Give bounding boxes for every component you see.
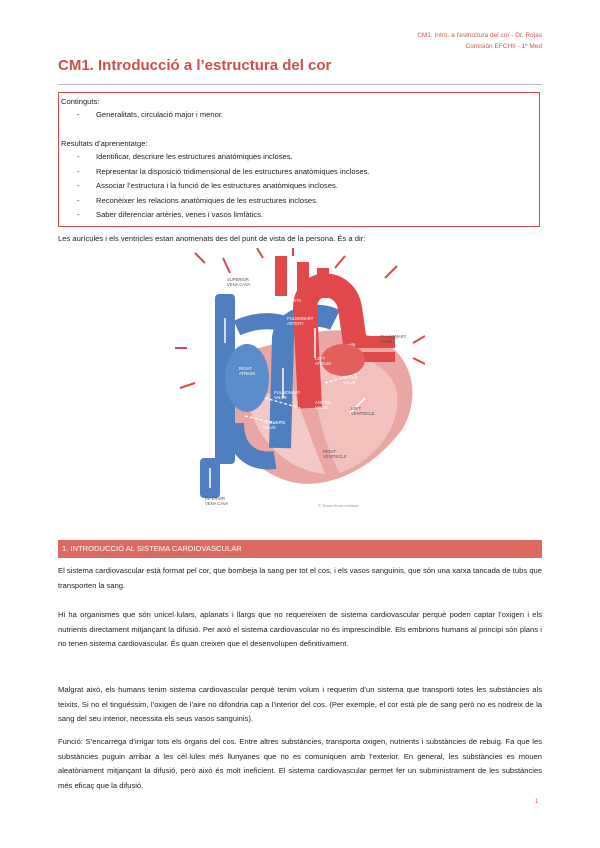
list-item xyxy=(77,150,370,165)
svg-text:VENTRICLE xyxy=(351,411,375,416)
label-text: RIGHT xyxy=(239,366,253,371)
list-dash: - xyxy=(77,195,80,205)
list-dash: - xyxy=(77,110,80,119)
label-text: MITRAL xyxy=(343,375,359,380)
list-dash: - xyxy=(77,166,80,176)
label-text: AORTA xyxy=(287,298,302,303)
list-item-text: Generalitats, circulació major i menor. xyxy=(96,110,224,119)
intro-text: Les aurícules i els ventricles estan anomenats des del punt de vista de la persona. És a dir: xyxy=(58,234,366,243)
svg-text:ATRIUM xyxy=(239,371,255,376)
results-list xyxy=(77,150,370,223)
heart-illustration xyxy=(175,248,425,510)
label-text: TRICUSPID xyxy=(263,420,286,425)
svg-text:VALVE xyxy=(343,380,356,385)
label-text: SUPERIOR xyxy=(227,277,249,282)
svg-text:ARTERY xyxy=(287,321,304,326)
contents-heading: Continguts: xyxy=(61,97,100,106)
superior-vena-cava-label xyxy=(227,277,250,287)
flow-arrow xyxy=(385,266,397,278)
label-text: VENTRICLE xyxy=(351,411,375,416)
label-text: VENA CAVA xyxy=(205,501,229,506)
label-text: VALVE xyxy=(274,395,287,400)
aortic-branch xyxy=(317,268,329,298)
svg-text:VALVE xyxy=(263,425,276,430)
flow-arrow xyxy=(223,258,230,273)
list-item xyxy=(77,194,370,209)
list-item-text: Reconèixer les relacions anatòmiques de les estructures incloses. xyxy=(96,195,319,205)
label-text: AORTIC xyxy=(315,400,331,405)
section-heading: 1. INTRODUCCIÓ AL SISTEMA CARDIOVASCULAR xyxy=(58,540,542,558)
svg-text:VENA CAVA xyxy=(205,501,228,506)
aortic-branch xyxy=(275,256,287,296)
svg-text:ATRIUM xyxy=(315,361,331,366)
list-item xyxy=(77,208,370,223)
left-atrium-chamber xyxy=(321,344,365,376)
label-text: LEFT xyxy=(351,406,362,411)
objectives-box xyxy=(58,92,540,227)
svg-text:VENA CAVA xyxy=(227,282,250,287)
label-text: ATRIUM xyxy=(315,361,331,366)
flow-arrow xyxy=(413,358,425,364)
paragraph: Hi ha organismes que són unicel·lulars, aplanats i llargs que no requereixen de sistema cardiovascular perquè poden captar l’oxigen i els nutrients directament mitjançant la difusió. Per això el sistema cardiovascular no és imprescindible. Els embrions humans al principi són plans i no tenen sistema cardiovascular. És quan creixen que el desenvolupen definitivament. xyxy=(58,610,542,649)
svg-text:VALVE xyxy=(315,405,328,410)
svg-text:VEINS xyxy=(380,339,393,344)
label-text: LEFT xyxy=(315,356,326,361)
header-line-2: Comisión EFCHII - 1º Med xyxy=(465,43,542,50)
inferior-vena-cava-label xyxy=(205,496,228,506)
flow-arrow xyxy=(257,248,263,258)
label-text: VALVE xyxy=(263,425,276,430)
label-text: VENA CAVA xyxy=(227,282,251,287)
flow-arrow xyxy=(335,256,345,268)
header-line-1: CM1. Intro. a l'estructura del cor - Dr. Rojas xyxy=(417,32,542,39)
list-item xyxy=(77,179,370,194)
paragraph: Malgrat això, els humans tenim sistema cardiovascular perquè tenim volum i requerim d’un sistema que transporti totes les substàncies als teixits. Si no el tinguéssim, l’oxigen de l’aire no difondria cap a l’interior del cos. (Per exemple, el cor està ple de sang però no es nodreix de la sang del seu interior, necessita els seus vasos sanguinis). xyxy=(58,685,542,724)
list-item-text: Identificar, descriure les estructures anatòmiques incloses. xyxy=(96,152,293,161)
label-text: VALVE xyxy=(315,405,328,410)
right-atrium-chamber xyxy=(225,344,269,412)
label-text: RIGHT xyxy=(323,449,337,454)
page-number: 1 xyxy=(535,799,539,805)
page-title: CM1. Introducció a l’estructura del cor xyxy=(58,57,332,74)
label-text: ATRIUM xyxy=(239,371,255,376)
list-dash: - xyxy=(77,152,80,161)
results-heading: Resultats d’aprenentatge: xyxy=(61,139,148,148)
list-item-text: Associar l’estructura i la funció de les estructures anatòmiques incloses. xyxy=(96,181,338,190)
title-divider xyxy=(58,84,542,85)
running-header xyxy=(417,30,542,52)
label-text: ARTERY xyxy=(287,321,304,326)
label-text: VENTRICLE xyxy=(323,454,347,459)
svg-text:VALVE xyxy=(274,395,287,400)
aortic-branch xyxy=(297,262,309,296)
heart-diagram xyxy=(175,248,425,510)
paragraph: Funció: S’encarrega d’irrigar tots els òrgans del cos. Entre altres substàncies, transporta oxigen, nutrients i substàncies de rebuig. Fa que les substàncies puguin arribar a les cèl·lules més llunyanes que no es comuniquen amb l’exterior. En general, les substàncies es mouen aleatòriament mitjançant la difusió, però això és molt ineficient. El sistema cardiovascular permet fer un subministrament de les substàncies més eficaç que la difusió. xyxy=(58,737,542,790)
flow-arrow xyxy=(195,253,205,263)
contents-list xyxy=(77,108,223,123)
figure-caption: © Texas Heart Institute xyxy=(318,503,359,508)
label-text: INFERIOR xyxy=(205,496,226,501)
label-text: PULMONARY xyxy=(380,334,407,339)
svg-text:VENTRICLE xyxy=(323,454,347,459)
list-item-text: Representar la disposició tridimensional de les estructures anatòmiques incloses. xyxy=(96,166,370,176)
list-dash: - xyxy=(77,181,80,190)
list-item-text: Saber diferenciar artèries, venes i vasos limfàtics. xyxy=(96,210,264,219)
flow-arrow xyxy=(413,336,425,343)
aorta-label xyxy=(287,298,301,303)
list-item xyxy=(77,108,223,123)
paragraph: El sistema cardiovascular està format pel cor, que bombeja la sang per tot el cos, i els vasos sanguinis, que són una xarxa tancada de tubs que transporten la sang. xyxy=(58,566,542,590)
label-text: VEINS xyxy=(380,339,393,344)
list-dash: - xyxy=(77,210,80,219)
label-text: PULMONARY xyxy=(274,390,301,395)
flow-arrow xyxy=(180,383,195,388)
list-item xyxy=(77,165,370,180)
label-text: PULMONARY xyxy=(287,316,314,321)
label-text: VALVE xyxy=(343,380,356,385)
